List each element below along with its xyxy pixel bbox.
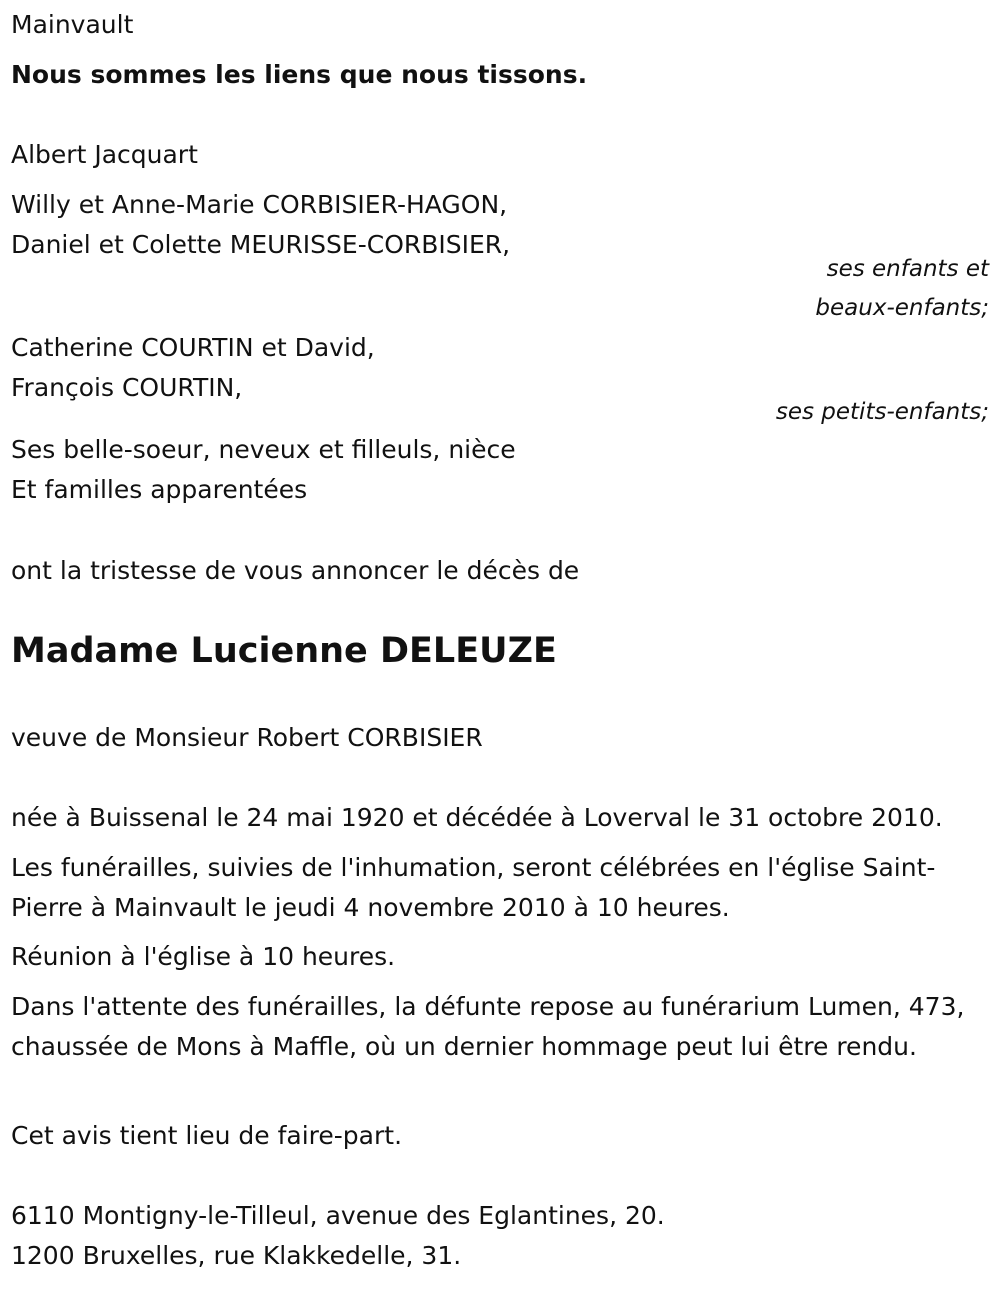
children-label: ses enfants et bbox=[826, 256, 989, 282]
other-relatives-line: Et familles apparentées bbox=[11, 475, 308, 504]
widow-of: veuve de Monsieur Robert CORBISIER bbox=[11, 723, 483, 752]
announcement-intro: ont la tristesse de vous annoncer le décès de bbox=[11, 556, 580, 585]
grandchild-line: Catherine COURTIN et David, bbox=[11, 333, 375, 362]
grandchildren-label: ses petits-enfants; bbox=[775, 399, 989, 425]
children-label: beaux-enfants; bbox=[815, 295, 989, 321]
child-line: Willy et Anne-Marie CORBISIER-HAGON, bbox=[11, 190, 508, 219]
other-relatives-line: Ses belle-soeur, neveux et filleuls, nièce bbox=[11, 435, 516, 464]
meeting-info: Réunion à l'église à 10 heures. bbox=[11, 942, 396, 971]
address-line: 1200 Bruxelles, rue Klakkedelle, 31. bbox=[11, 1241, 462, 1270]
grandchild-line: François COURTIN, bbox=[11, 373, 243, 402]
funeral-details: Les funérailles, suivies de l'inhumation, seront célébrées en l'église Saint-Pierre à Mainvault le jeudi 4 novembre 2010 à 10 heures. bbox=[11, 853, 936, 922]
birth-death-dates: née à Buissenal le 24 mai 1920 et décédée à Loverval le 31 octobre 2010. bbox=[11, 803, 943, 832]
address-line: 6110 Montigny-le-Tilleul, avenue des Eglantines, 20. bbox=[11, 1201, 665, 1230]
deceased-name: Madame Lucienne DELEUZE bbox=[11, 631, 557, 671]
motto: Nous sommes les liens que nous tissons. bbox=[11, 60, 588, 89]
place-name: Mainvault bbox=[11, 10, 134, 39]
companion-name: Albert Jacquart bbox=[11, 140, 198, 169]
repose-info: Dans l'attente des funérailles, la défunte repose au funérarium Lumen, 473, chaussée de Mons à Maffle, où un dernier hommage peut lui être rendu. bbox=[11, 992, 965, 1061]
notice-text: Cet avis tient lieu de faire-part. bbox=[11, 1121, 403, 1150]
child-line: Daniel et Colette MEURISSE-CORBISIER, bbox=[11, 230, 511, 259]
